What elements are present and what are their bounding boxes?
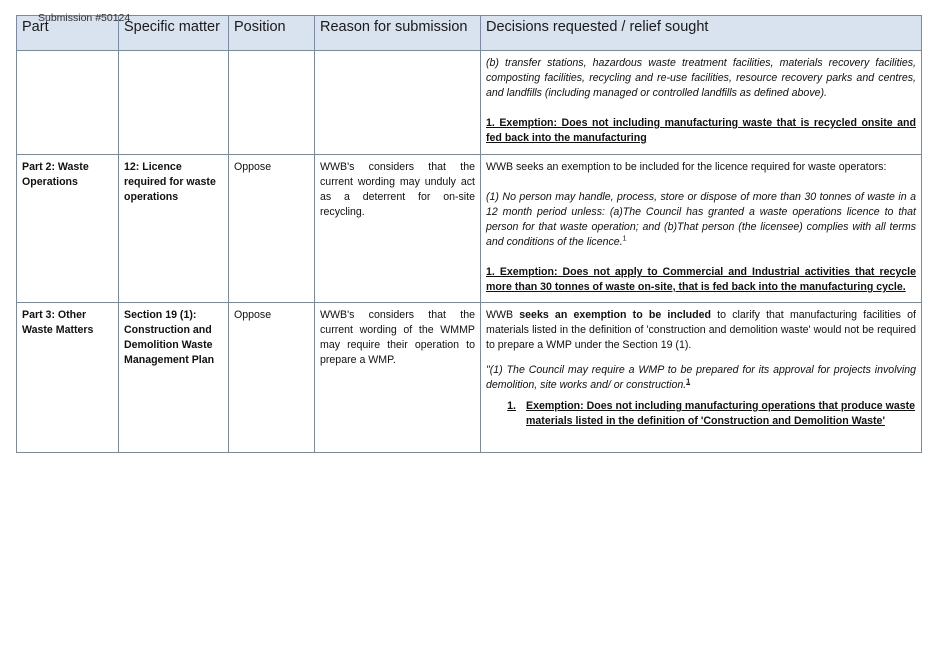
- row1-part: [17, 51, 119, 155]
- row3-part: Part 3: Other Waste Matters: [17, 303, 119, 453]
- table-header-row: [17, 16, 922, 51]
- row3-relief: [481, 303, 922, 453]
- row2-reason: WWB's considers that the current wording may unduly act as a deterrent for on-site recycling.: [315, 155, 481, 303]
- row3-exemption-number: 1.: [507, 400, 516, 412]
- row1-relief-exemption: 1. Exemption: Does not including manufacturing waste that is recycled onsite and fed back into the manufacturing: [486, 117, 916, 144]
- row3-relief-italic: "(1) The Council may require a WMP to be prepared for its approval for projects involving demolition, site works and/ or construction.: [486, 364, 916, 391]
- table-row: [17, 303, 922, 453]
- header-part: Part: [17, 16, 119, 51]
- header-relief-sought: Decisions requested / relief sought: [481, 16, 922, 51]
- row2-relief-exemption: 1. Exemption: Does not apply to Commercial and Industrial activities that recycle more than 30 tonnes of waste on-site, that is fed back into the manufacturing cycle.: [486, 266, 916, 293]
- row3-footnote-ref: 1: [686, 378, 691, 386]
- row3-reason: WWB's considers that the current wording of the WMMP may require their operation to prepare a WMP.: [315, 303, 481, 453]
- row1-matter: [119, 51, 229, 155]
- submission-watermark: Submission #50124: [38, 12, 131, 24]
- row2-part: Part 2: Waste Operations: [17, 155, 119, 303]
- row1-relief-italic: (b) transfer stations, hazardous waste treatment facilities, materials recovery facilities, composting facilities, recycling and re-use facilities, resource recovery parks and centres, and landfills (including managed or controlled landfills as defined above).: [486, 57, 916, 99]
- row2-matter: 12: Licence required for waste operations: [119, 155, 229, 303]
- row2-relief-italic: (1) No person may handle, process, store or dispose of more than 30 tonnes of waste in a 12 month period unless: (a)The Council has granted a waste operations licence to that person for that waste operation; and (b)That person (the licensee) complies with all terms and conditions of the licence.: [486, 191, 916, 248]
- table-row: [17, 51, 922, 155]
- row3-matter: Section 19 (1): Construction and Demolition Waste Management Plan: [119, 303, 229, 453]
- row2-footnote-ref: 1: [622, 235, 627, 243]
- submission-table: [16, 15, 922, 453]
- row1-relief: [481, 51, 922, 155]
- row2-relief-intro: WWB seeks an exemption to be included for the licence required for waste operators:: [486, 161, 887, 173]
- table-row: [17, 155, 922, 303]
- row1-reason: [315, 51, 481, 155]
- row3-position: Oppose: [229, 303, 315, 453]
- row1-position: [229, 51, 315, 155]
- row3-relief-intro: WWB seeks an exemption to be included to clarify that manufacturing facilities of materials listed in the definition of 'construction and demolition waste' would not be required to prepare a WMP under the Section 19 (1).: [486, 309, 916, 351]
- row3-exemption-list: [486, 399, 916, 429]
- row2-relief: [481, 155, 922, 303]
- header-reason: Reason for submission: [315, 16, 481, 51]
- header-specific-matter: Specific matter: [119, 16, 229, 51]
- header-position: Position: [229, 16, 315, 51]
- row2-position: Oppose: [229, 155, 315, 303]
- row3-relief-exemption: Exemption: Does not including manufacturing operations that produce waste materials listed in the definition of 'Construction and Demolition Waste': [526, 400, 916, 427]
